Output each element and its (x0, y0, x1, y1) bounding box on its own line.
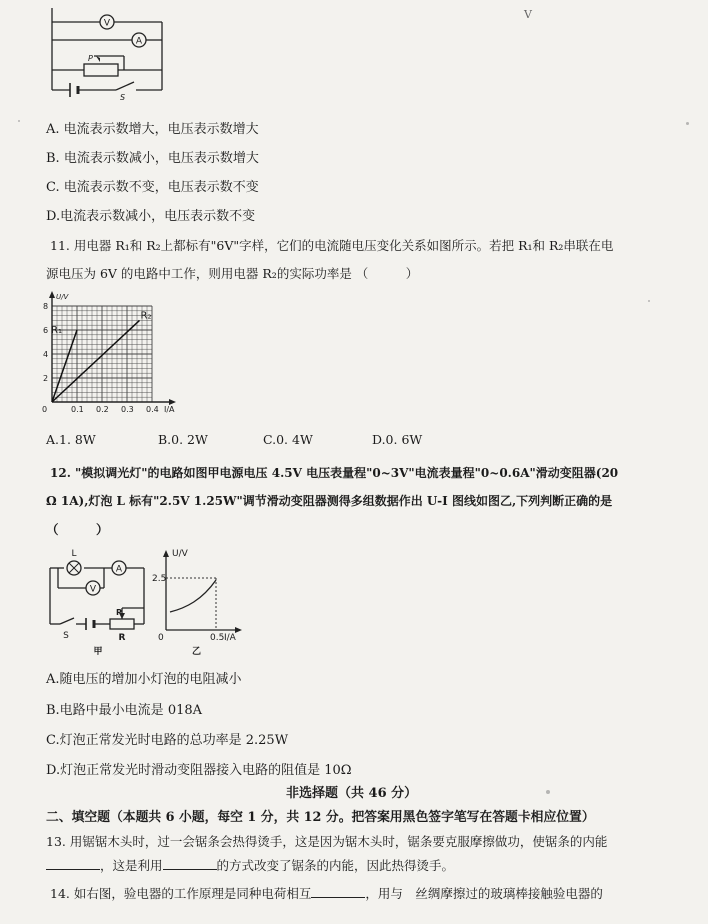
q11-stem-line1: 11. 用电器 R₁和 R₂上都标有"6V"字样，它们的电流随电压变化关系如图所示。若把 R₁和 R₂串联在电 (50, 238, 614, 253)
x-tick-label: 0.4 (146, 405, 159, 414)
x-tick-label: 0 (42, 405, 48, 414)
q10-switch-label: S (120, 93, 126, 102)
q10-ammeter-label: A (135, 36, 143, 47)
scan-speck (648, 300, 650, 302)
q10-circuit-diagram (44, 6, 178, 102)
q12-option-a: A.随电压的增加小灯泡的电阻减小 (46, 672, 242, 687)
x-tick-label: 0.1 (71, 405, 84, 414)
series-label-1: R₁ (51, 325, 62, 336)
q12-option-c: C.灯泡正常发光时电路的总功率是 2.25W (46, 733, 289, 748)
q12-graph-xtick: 0.5 (210, 633, 225, 643)
q12-switch-label: S (63, 631, 69, 641)
stray-mark: V (524, 8, 532, 21)
q13-line2 (46, 856, 454, 874)
q12-graph-xlabel: I/A (224, 633, 236, 643)
q12-voltmeter-label: V (89, 584, 97, 595)
x-tick-label: 0.2 (96, 405, 109, 414)
q12-graph-ylabel: U/V (172, 549, 188, 559)
q10-option-c: C. 电流表示数不变，电压表示数不变 (46, 180, 259, 195)
q12-graph-origin: 0 (158, 633, 164, 643)
y-tick-label: 2 (43, 374, 49, 383)
y-tick-label: 8 (43, 302, 49, 311)
q12-rheostat-label: R (118, 633, 126, 643)
q12-ui-graph (152, 544, 244, 658)
q11-option-d: D.0. 6W (372, 432, 423, 447)
q11-option-b: B.0. 2W (158, 432, 208, 447)
q13-line2-end: 的方式改变了锯条的内能，因此热得烫手。 (216, 858, 455, 873)
q10-rheostat-label: P (88, 54, 93, 63)
q14-mid: ，用与 丝绸摩擦过的玻璃棒接触验电器的 (365, 886, 603, 901)
x-tick-label: 0.3 (121, 405, 134, 414)
q12-stem-line2: Ω 1A),灯泡 L 标有"2.5V 1.25W"调节滑动变阻器测得多组数据作出 U-I 图线如图乙,下列判断正确的是 (46, 494, 613, 508)
q12-stem-line3: （ ） (46, 522, 109, 537)
q11-stem-line2: 源电压为 6V 的电路中工作，则用电器 R₂的实际功率是 （ ） (46, 266, 419, 281)
q13-blank-2[interactable] (163, 857, 217, 870)
series-label-2: R₂ (140, 310, 152, 322)
q10-voltmeter-label: V (103, 18, 111, 29)
q11-option-c: C.0. 4W (263, 432, 313, 447)
q12-option-b: B.电路中最小电流是 018A (46, 703, 203, 718)
q14-pre: 14. 如右图，验电器的工作原理是同种电荷相互 (50, 886, 312, 901)
scan-speck (18, 120, 20, 122)
q11-option-a: A.1. 8W (46, 432, 96, 447)
q12-lamp-label: L (71, 549, 77, 559)
q11-ui-graph (38, 290, 198, 418)
q13-line2-post: ，这是利用 (100, 858, 163, 873)
q12-stem-line1: 12. "模拟调光灯"的电路如图甲电源电压 4.5V 电压表量程"0~3V"电流表量程"0~0.6A"滑动变阻器(20 (50, 466, 619, 480)
q12-fig-jia-label: 甲 (93, 647, 103, 657)
series-line-2 (52, 320, 140, 402)
scan-speck (686, 122, 689, 125)
q12-slider-label: P (116, 608, 122, 617)
q10-option-a: A. 电流表示数增大，电压表示数增大 (46, 122, 259, 137)
q14-blank-1[interactable] (311, 885, 365, 898)
y-tick-label: 4 (43, 350, 49, 359)
q14-line1 (50, 884, 603, 902)
q10-option-b: B. 电流表示数减小，电压表示数增大 (46, 151, 259, 166)
q12-circuit-diagram (40, 548, 156, 658)
q10-option-d: D.电流表示数减小，电压表示数不变 (46, 209, 256, 224)
part2-title: 非选择题（共 46 分） (286, 786, 418, 801)
x-axis-label: I/A (164, 405, 175, 414)
y-axis-arrow (49, 291, 55, 298)
q13-blank-1[interactable] (46, 857, 100, 870)
q12-option-d: D.灯泡正常发光时滑动变阻器接入电路的阻值是 10Ω (46, 763, 352, 778)
y-axis-label: U/V (56, 293, 69, 301)
q13-line1: 13. 用锯锯木头时，过一会锯条会热得烫手，这是因为锯木头时，锯条要克服摩擦做功，使锯条的内能 (46, 834, 608, 849)
q12-ammeter-label: A (115, 564, 123, 575)
y-tick-label: 6 (43, 326, 49, 335)
scan-speck (546, 790, 550, 794)
q12-fig-yi-label: 乙 (192, 647, 202, 657)
q12-graph-ytick: 2.5 (152, 574, 167, 584)
part2-heading: 二、填空题（本题共 6 小题，每空 1 分，共 12 分。把答案用黑色签字笔写在答题卡相应位置） (46, 810, 595, 825)
